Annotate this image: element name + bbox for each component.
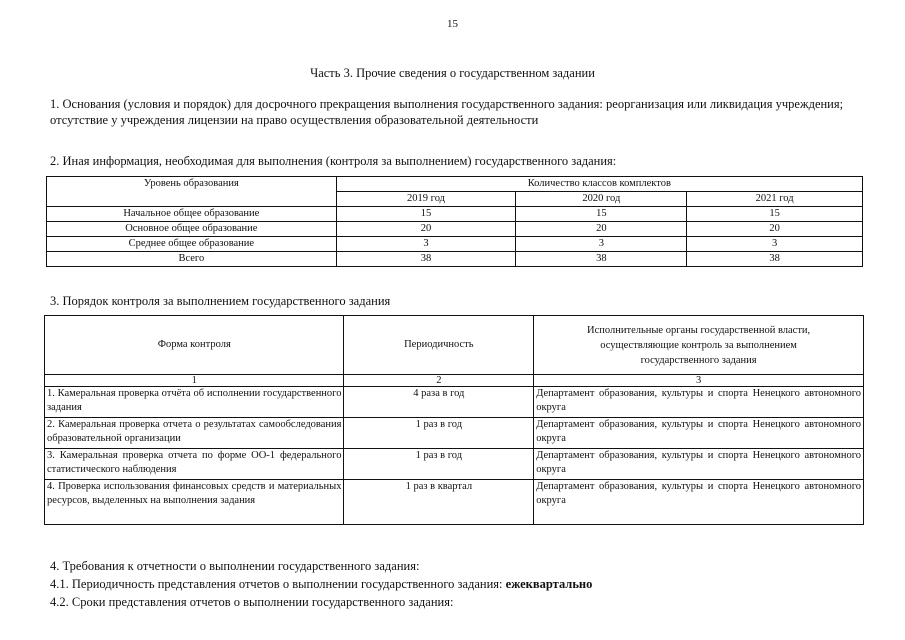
row-label: Основное общее образование: [47, 222, 337, 237]
section-4-text: 4. Требования к отчетности о выполнении государственного задания:: [50, 559, 420, 573]
periodicity: 1 раз в год: [344, 449, 534, 480]
header-year: 2021 год: [687, 192, 863, 207]
cell-value: 3: [516, 237, 687, 252]
page-number: 15: [447, 18, 458, 30]
cell-value: 3: [336, 237, 516, 252]
row-label: Всего: [47, 252, 337, 267]
classes-table: [46, 176, 863, 267]
header-class-count: Количество классов комплектов: [336, 177, 862, 192]
table-row: [47, 207, 863, 222]
authority: Департамент образования, культуры и спорта Ненецкого автономного округа: [534, 418, 864, 449]
periodicity: 1 раз в квартал: [344, 480, 534, 525]
column-number: 2: [344, 375, 534, 387]
cell-value: 38: [687, 252, 863, 267]
header-year: 2020 год: [516, 192, 687, 207]
cell-value: 38: [516, 252, 687, 267]
control-table: [44, 315, 864, 525]
column-number: 1: [45, 375, 344, 387]
header-authority-text: Исполнительные органы государственной власти, осуществляющие контроль за выполнением государственного задания: [587, 324, 811, 366]
table-row: [45, 449, 864, 480]
table-row: [45, 387, 864, 418]
column-number: 3: [534, 375, 864, 387]
table-row: [45, 418, 864, 449]
cell-value: 20: [336, 222, 516, 237]
table-row: [45, 480, 864, 525]
table-row: [47, 252, 863, 267]
section-2-text: 2. Иная информация, необходимая для выполнения (контроля за выполнением) государственного задания:: [50, 154, 617, 168]
control-form: 3. Камеральная проверка отчета по форме ОО-1 федерального статистического наблюдения: [45, 449, 344, 480]
header-education-level: Уровень образования: [47, 177, 337, 207]
section-4-2-text: 4.2. Сроки представления отчетов о выполнении государственного задания:: [50, 595, 454, 609]
header-periodicity: Периодичность: [344, 316, 534, 375]
section-1-text: 1. Основания (условия и порядок) для досрочного прекращения выполнения государственного задания: реорганизация или ликвидация учреждения; отсутствие у учреждения лицензии на право осуществления образовательной деятельности: [50, 97, 844, 127]
table-row: [47, 222, 863, 237]
header-authority: [534, 316, 864, 375]
row-label: Среднее общее образование: [47, 237, 337, 252]
header-year: 2019 год: [336, 192, 516, 207]
periodicity: 4 раза в год: [344, 387, 534, 418]
cell-value: 15: [516, 207, 687, 222]
page-title: Часть 3. Прочие сведения о государственном задании: [310, 66, 595, 80]
row-label: Начальное общее образование: [47, 207, 337, 222]
cell-value: 20: [516, 222, 687, 237]
authority: Департамент образования, культуры и спорта Ненецкого автономного округа: [534, 387, 864, 418]
header-control-form: Форма контроля: [45, 316, 344, 375]
section-3-text: 3. Порядок контроля за выполнением государственного задания: [50, 294, 391, 308]
cell-value: 20: [687, 222, 863, 237]
cell-value: 38: [336, 252, 516, 267]
cell-value: 3: [687, 237, 863, 252]
authority: Департамент образования, культуры и спорта Ненецкого автономного округа: [534, 449, 864, 480]
section-4-1: [50, 576, 860, 592]
periodicity: 1 раз в год: [344, 418, 534, 449]
cell-value: 15: [336, 207, 516, 222]
section-4-1-text: 4.1. Периодичность представления отчетов о выполнении государственного задания:: [50, 577, 506, 591]
control-form: 1. Камеральная проверка отчёта об исполнении государственного задания: [45, 387, 344, 418]
cell-value: 15: [687, 207, 863, 222]
control-form: 4. Проверка использования финансовых средств и материальных ресурсов, выделенных на выполнения задания: [45, 480, 344, 525]
authority: Департамент образования, культуры и спорта Ненецкого автономного округа: [534, 480, 864, 525]
section-4-1-value: ежеквартально: [505, 577, 593, 591]
table-row: [47, 237, 863, 252]
control-form: 2. Камеральная проверка отчета о результатах самообследования образовательной организации: [45, 418, 344, 449]
